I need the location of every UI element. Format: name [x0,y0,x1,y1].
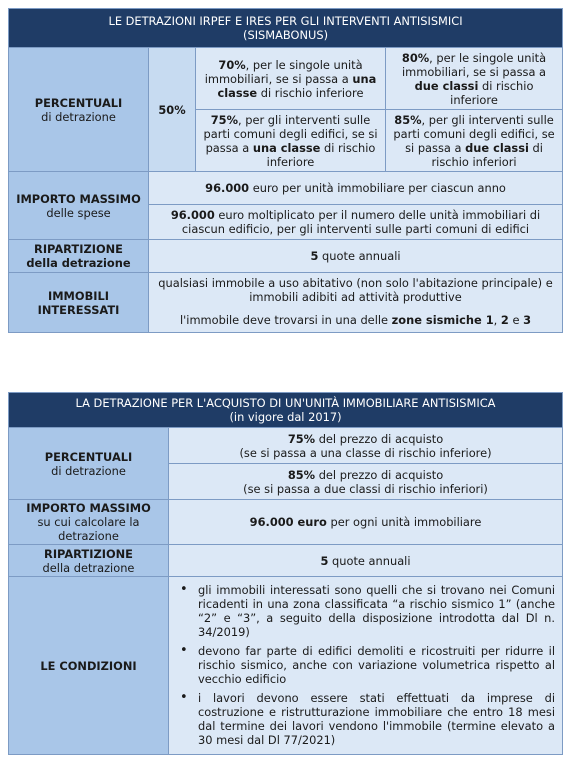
acq-75: 75% del prezzo di acquisto (se si passa a una classe di rischio inferiore) [169,428,563,464]
acquisto-table [8,392,563,755]
base-percentage: 50% [149,48,196,172]
ripartizione-value: 5 quote annuali [149,240,563,273]
acq-importo-label: IMPORTO MASSIMO su cui calcolare la detrazione [9,500,169,545]
condizioni-label: LE CONDIZIONI [9,577,169,755]
sismabonus-table [8,8,563,333]
percentuali-label: PERCENTUALI di detrazione [9,48,149,172]
importo-massimo-label: IMPORTO MASSIMO delle spese [9,172,149,240]
cell-75: 75%, per gli interventi sulle parti comuni degli edifici, se si passa a una classe di rischio inferiore [196,110,386,172]
acq-85: 85% del prezzo di acquisto (se si passa a due classi di rischio inferiori) [169,464,563,500]
sismabonus-header [9,9,563,48]
condizione-item: • gli immobili interessati sono quelli che si trovano nei Comuni ricadenti in una zona classificata “a rischio sismico 1” (anche “2” e “3”, a seguito della disposizione introdotta dal Dl n. 34/2019) [176,583,555,639]
immobili-label: IMMOBILI INTERESSATI [9,273,149,333]
acquisto-header [9,393,563,428]
cell-80: 80%, per le singole unità immobiliari, se si passa a due classi di rischio inferiore [386,48,563,110]
cell-70: 70%, per le singole unità immobiliari, se si passa a una classe di rischio inferiore [196,48,386,110]
acquisto-title: LA DETRAZIONE PER L'ACQUISTO DI UN'UNITÀ IMMOBILIARE ANTISISMICA (in vigore dal 2017) [9,393,563,428]
cell-85: 85%, per gli interventi sulle parti comuni degli edifici, se si passa a due classi di rischio inferiori [386,110,563,172]
sismabonus-title: LE DETRAZIONI IRPEF E IRES PER GLI INTERVENTI ANTISISMICI (SISMABONUS) [9,9,563,48]
acq-percentuali-label: PERCENTUALI di detrazione [9,428,169,500]
importo-unita: 96.000 euro per unità immobiliare per ciascun anno [149,172,563,205]
acq-ripartizione-value: 5 quote annuali [169,545,563,577]
immobili-zone: l'immobile deve trovarsi in una delle zone sismiche 1, 2 e 3 [149,308,563,333]
importo-parti-comuni: 96.000 euro moltiplicato per il numero delle unità immobiliari di ciascun edificio, per gli interventi sulle parti comuni di edifici [149,205,563,240]
acq-ripartizione-label: RIPARTIZIONE della detrazione [9,545,169,577]
immobili-tipologia: qualsiasi immobile a uso abitativo (non solo l'abitazione principale) e immobili adibiti ad attività produttive [149,273,563,308]
condizione-item: • i lavori devono essere stati effettuati da imprese di costruzione e ristrutturazione immobiliare che entro 18 mesi dal termine dei lavori vendono l'immobile (termine elevato a 30 mesi dal Dl 77/2021) [176,691,555,747]
condizione-item: • devono far parte di edifici demoliti e ricostruiti per ridurre il rischio sismico, anche con variazione volumetrica rispetto al vecchio edificio [176,644,555,686]
acq-importo-value: 96.000 euro per ogni unità immobiliare [169,500,563,545]
ripartizione-label: RIPARTIZIONE della detrazione [9,240,149,273]
condizioni-list [172,580,559,751]
condizioni-list-cell [169,577,563,755]
